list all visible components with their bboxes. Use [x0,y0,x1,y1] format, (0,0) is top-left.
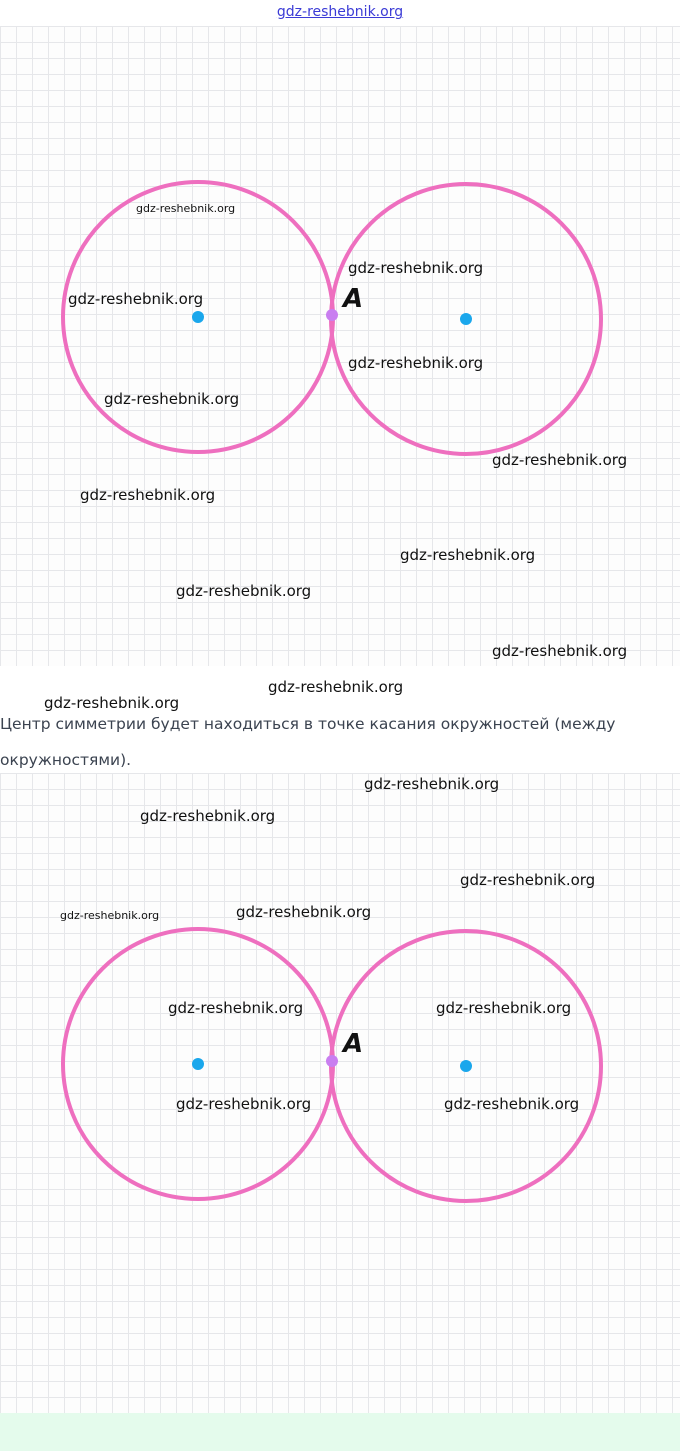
footer-strip [0,1413,680,1451]
point-label-a: A [343,1029,364,1059]
watermark: gdz-reshebnik.org [348,354,484,372]
watermark: gdz-reshebnik.org [268,678,404,696]
watermark: gdz-reshebnik.org [104,390,240,408]
site-link[interactable]: gdz-reshebnik.org [276,4,404,20]
tangent-point-a [326,1055,338,1067]
figure-top [0,26,680,666]
watermark: gdz-reshebnik.org [80,486,216,504]
watermark: gdz-reshebnik.org [140,807,276,825]
watermark: gdz-reshebnik.org [176,582,312,600]
left-center-point [192,1058,204,1070]
watermark: gdz-reshebnik.org [400,546,536,564]
watermark: gdz-reshebnik.org [68,290,204,308]
figure-bottom [0,773,680,1413]
watermark: gdz-reshebnik.org [436,999,572,1017]
watermark: gdz-reshebnik.org [44,694,180,712]
watermark: gdz-reshebnik.org [492,642,628,660]
tangent-point-a [326,309,338,321]
watermark: gdz-reshebnik.org [348,259,484,277]
left-center-point [192,311,204,323]
watermark: gdz-reshebnik.org [236,903,372,921]
figure-top-drawing [0,26,680,666]
explanation-text: Центр симметрии будет находиться в точке касания окружностей (между окружностями). [0,715,616,769]
right-center-point [460,1060,472,1072]
watermark: gdz-reshebnik.org [136,202,236,215]
watermark: gdz-reshebnik.org [176,1095,312,1113]
watermark: gdz-reshebnik.org [460,871,596,889]
point-label-a: A [343,284,364,314]
watermark: gdz-reshebnik.org [364,775,500,793]
watermark: gdz-reshebnik.org [444,1095,580,1113]
right-center-point [460,313,472,325]
watermark: gdz-reshebnik.org [60,909,160,922]
watermark: gdz-reshebnik.org [492,451,628,469]
figure-bottom-drawing [0,773,680,1413]
watermark: gdz-reshebnik.org [168,999,304,1017]
